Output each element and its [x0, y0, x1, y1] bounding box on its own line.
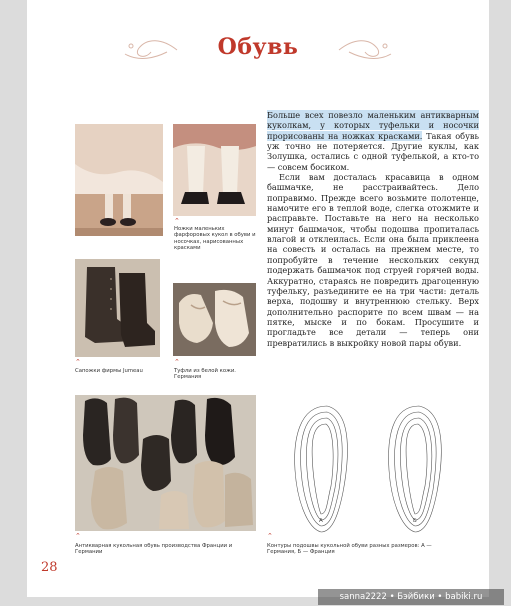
caption-marker-white-shoes: ⌃ — [174, 358, 180, 366]
page-header — [27, 28, 489, 68]
caption-painted-legs: Ножки маленьких фарфоровых кукол в обуви и носочках, нарисованных красками — [174, 226, 256, 252]
paragraph-1 — [267, 110, 479, 172]
book-page — [27, 0, 489, 597]
caption-soles: Контуры подошвы кукольной обуви разных размеров: А — Германия, Б — Франция — [267, 543, 432, 556]
photo-white-shoes — [173, 283, 256, 356]
page-title: Обувь — [217, 34, 299, 60]
photo-boots — [75, 259, 160, 357]
caption-marker-painted-legs: ⌃ — [174, 217, 180, 225]
caption-antique-shoes: Антикварная кукольная обувь производства Франции и Германии — [75, 543, 233, 556]
sole-outline-diagram — [269, 400, 474, 540]
article-text — [267, 110, 479, 348]
caption-marker-soles: ⌃ — [267, 532, 273, 540]
caption-boots: Сапожки фирмы Jumeau — [75, 368, 143, 374]
caption-marker-boots: ⌃ — [75, 358, 81, 366]
watermark: sanna2222 • Бэйбики • babiki.ru — [318, 589, 504, 605]
photo-antique-shoes — [75, 395, 256, 531]
highlighted-text: Больше всех повезло маленьким антикварным куколкам, у которых туфельки и носочки прорисованы на ножках красками. — [267, 110, 479, 141]
photo-painted-legs — [173, 124, 256, 216]
page-number: 28 — [41, 560, 58, 575]
paragraph-1-rest: Такая обувь уж точно не потеряется. Другие куклы, как Золушка, остались с одной туфелькой, а кто-то — совсем босиком. — [267, 130, 479, 172]
label-b: Б — [413, 518, 417, 524]
caption-white-shoes: Туфли из белой кожи. Германия — [174, 368, 236, 381]
photo-doll-dress — [75, 124, 163, 236]
caption-marker-antique-shoes: ⌃ — [75, 532, 81, 540]
paragraph-2: Если вам досталась красавица в одном башмачке, не расстраивайтесь. Дело поправимо. Прежде всего возьмите полотенце, намочите его в теплой воде, слегка отожмите и расправьте. Поставьте на него на несколько минут башмачок, чтобы подошва пропиталась влагой и отклеилась. Если она была приклеена на совесть и осталась на прежнем месте, то попробуйте в течение нескольких секунд подержать башмачок под струей горячей воды. Аккуратно, стараясь не повредить драгоценную туфельку, разъедините ее на три части: деталь верха, подошву и внутреннюю стельку. Верх дополнительно распорите по всем швам — на пятке, мыске и по бокам. Просушите и прогладьте все детали — теперь они превратились в выкройку новой пары обуви. — [267, 172, 479, 348]
label-a: А — [319, 518, 323, 524]
